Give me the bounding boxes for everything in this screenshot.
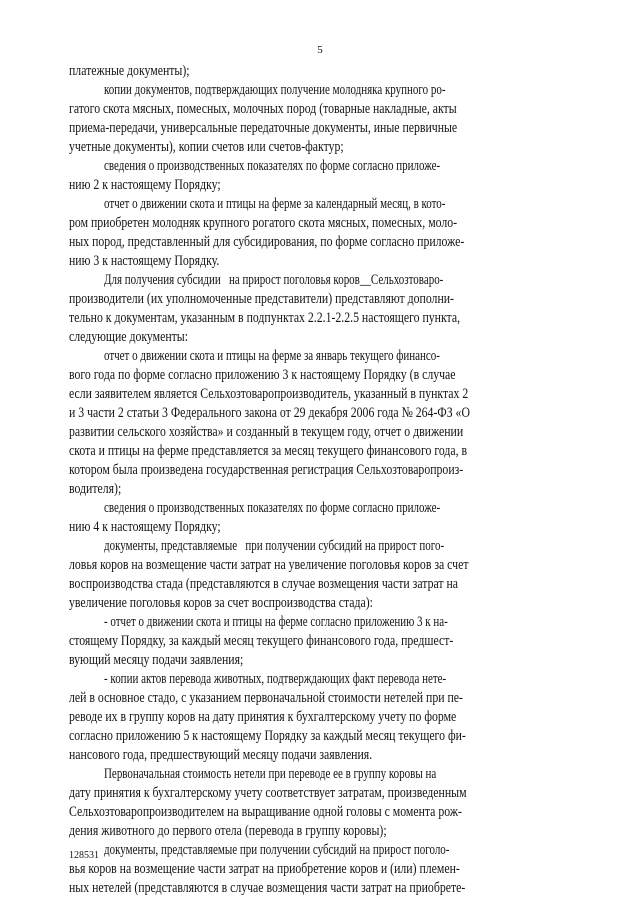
text-line: и 3 части 2 статьи 3 Федерального закона от 29 декабря 2006 года № 264-ФЗ «О	[69, 405, 470, 421]
text-line: если заявителем является Сельхозтоваропроизводитель, указанный в пунктах 2	[69, 386, 469, 402]
text-line: платежные документы);	[69, 63, 190, 79]
text-line: отчет о движении скота и птицы на ферме за календарный месяц, в кото-	[104, 196, 446, 212]
text-line: стоящему Порядку, за каждый месяц текущего финансового года, предшест-	[69, 633, 454, 649]
text-line: водителя);	[69, 481, 122, 497]
text-line: сведения о производственных показателях по форме согласно приложе-	[104, 158, 441, 174]
text-line: Сельхозтоваропроизводителем на выращивание одной головы с момента рож-	[69, 804, 462, 820]
text-line: приема-передачи, универсальные передаточные документы, иные первичные	[69, 120, 458, 136]
page-number: 5	[317, 44, 323, 56]
text-line: реводе их в группу коров на дату принятия к бухгалтерскому учету по форме	[69, 709, 457, 725]
text-line: нансового года, предшествующий месяцу подачи заявления.	[69, 747, 373, 763]
text-line: вующий месяцу подачи заявления;	[69, 652, 244, 668]
text-line: воспроизводства стада (представляются в случае возмещения части затрат на	[69, 576, 459, 592]
text-line: увеличение поголовья коров за счет воспроизводства стада):	[69, 595, 373, 611]
text-line: гатого скота мясных, помесных, молочных пород (товарные накладные, акты	[69, 101, 457, 117]
text-line: документы, представляемые при получении субсидий на прирост поголо-	[104, 842, 450, 858]
text-line: ром приобретен молодняк крупного рогатого скота мясных, помесных, моло-	[69, 215, 458, 231]
text-line: - отчет о движении скота и птицы на ферме согласно приложению 3 к на-	[104, 614, 448, 630]
text-line: производители (их уполномоченные представители) представляют дополни-	[69, 291, 454, 307]
text-line: ных пород, представленный для субсидирования, по форме согласно приложе-	[69, 234, 465, 250]
text-line: котором была произведена государственная регистрация Сельхозтоваропроиз-	[69, 462, 464, 478]
text-line: развитии сельского хозяйства» и созданный в текущем году, отчет о движении	[69, 424, 464, 440]
text-line: копии документов, подтверждающих получение молодняка крупного ро-	[104, 82, 446, 98]
document-id: 128531	[69, 850, 99, 861]
text-line: вья коров на возмещение части затрат на приобретение коров и (или) племен-	[69, 861, 460, 877]
text-line: дения животного до первого отела (перевода в группу коровы);	[69, 823, 387, 839]
text-line: учетные документы), копии счетов или счетов-фактур;	[69, 139, 344, 155]
text-line: Для получения субсидии на прирост поголовья коров__Сельхозтоваро-	[104, 272, 444, 288]
text-line: лей в основное стадо, с указанием первоначальной стоимости нетелей при пе-	[69, 690, 463, 706]
text-line: документы, представляемые при получении субсидий на прирост пого-	[104, 538, 445, 554]
text-line: сведения о производственных показателях по форме согласно приложе-	[104, 500, 441, 516]
text-line: дату принятия к бухгалтерскому учету соответствует затратам, произведенным	[69, 785, 467, 801]
text-line: отчет о движении скота и птицы на ферме за январь текущего финансо-	[104, 348, 440, 364]
text-line: согласно приложению 5 к настоящему Порядку за каждый месяц текущего фи-	[69, 728, 466, 744]
text-line: Первоначальная стоимость нетели при переводе ее в группу коровы на	[104, 766, 437, 782]
text-line: вого года по форме согласно приложению 3 к настоящему Порядку (в случае	[69, 367, 456, 383]
text-line: - копии актов перевода животных, подтверждающих факт перевода нете-	[104, 671, 447, 687]
text-line: нию 2 к настоящему Порядку;	[69, 177, 221, 193]
text-line: скота и птицы на ферме представляется за месяц текущего финансового года, в	[69, 443, 468, 459]
text-line: нию 3 к настоящему Порядку.	[69, 253, 220, 269]
text-line: тельно к документам, указанным в подпунктах 2.2.1-2.2.5 настоящего пункта,	[69, 310, 461, 326]
text-line: следующие документы:	[69, 329, 189, 345]
text-line: ловья коров на возмещение части затрат на увеличение поголовья коров за счет	[69, 557, 469, 573]
text-line: ных нетелей (представляются в случае возмещения части затрат на приобрете-	[69, 880, 466, 896]
text-line: нию 4 к настоящему Порядку;	[69, 519, 221, 535]
